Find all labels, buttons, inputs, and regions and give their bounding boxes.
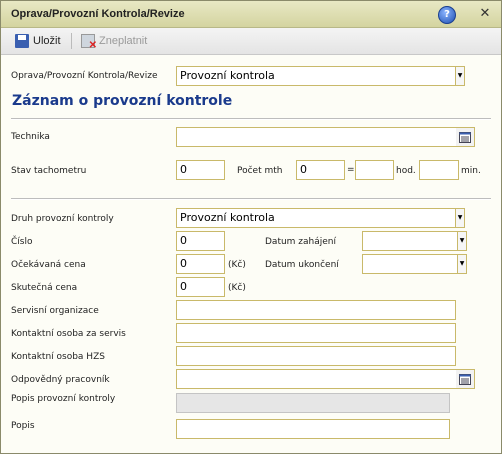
divider bbox=[11, 198, 491, 200]
chevron-down-icon[interactable]: ▼ bbox=[455, 209, 464, 227]
actual-price-field[interactable] bbox=[176, 277, 225, 297]
engine-hours-field[interactable] bbox=[296, 160, 345, 180]
odometer-label: Stav tachometru bbox=[11, 166, 87, 176]
void-button-label: Zneplatnit bbox=[99, 35, 148, 47]
toolbar bbox=[1, 28, 501, 55]
inspection-description-label: Popis provozní kontroly bbox=[11, 394, 116, 404]
inspection-type-select[interactable] bbox=[176, 208, 465, 228]
floppy-disk-icon bbox=[15, 34, 29, 48]
service-org-label: Servisní organizace bbox=[11, 306, 99, 316]
minutes-unit: min. bbox=[461, 166, 481, 176]
hours-field[interactable] bbox=[355, 160, 394, 180]
save-button[interactable] bbox=[15, 33, 61, 49]
start-date-picker[interactable] bbox=[362, 231, 467, 251]
inspection-type-value: Provozní kontrola bbox=[180, 211, 275, 224]
number-value: 0 bbox=[180, 234, 187, 247]
currency-unit: (Kč) bbox=[228, 283, 246, 293]
record-type-value: Provozní kontrola bbox=[180, 69, 275, 82]
equals-sign: = bbox=[347, 165, 355, 175]
engine-hours-value: 0 bbox=[300, 163, 307, 176]
note-field[interactable] bbox=[176, 419, 450, 439]
inspection-type-label: Druh provozní kontroly bbox=[11, 214, 114, 224]
record-type-select[interactable] bbox=[176, 66, 465, 86]
lookup-list-icon[interactable] bbox=[456, 128, 474, 146]
end-date-label: Datum ukončení bbox=[265, 260, 339, 270]
number-label: Číslo bbox=[11, 237, 33, 247]
page-title: Záznam o provozní kontrole bbox=[12, 93, 233, 109]
actual-price-label: Skutečná cena bbox=[11, 283, 78, 293]
hzs-contact-label: Kontaktní osoba HZS bbox=[11, 352, 105, 362]
void-button[interactable] bbox=[81, 33, 147, 49]
end-date-picker[interactable] bbox=[362, 254, 467, 274]
chevron-down-icon[interactable]: ▼ bbox=[457, 255, 466, 273]
engine-hours-label: Počet mth bbox=[237, 166, 283, 176]
divider bbox=[11, 118, 491, 120]
hzs-contact-field[interactable] bbox=[176, 346, 456, 366]
technika-field[interactable] bbox=[176, 127, 475, 147]
chevron-down-icon[interactable]: ▼ bbox=[455, 67, 464, 85]
service-contact-label: Kontaktní osoba za servis bbox=[11, 329, 126, 339]
expected-price-label: Očekávaná cena bbox=[11, 260, 86, 270]
toolbar-separator bbox=[71, 33, 72, 49]
title-bar[interactable] bbox=[1, 1, 501, 28]
minutes-field[interactable] bbox=[419, 160, 459, 180]
save-button-label: Uložit bbox=[33, 35, 61, 47]
odometer-value: 0 bbox=[180, 163, 187, 176]
actual-price-value: 0 bbox=[180, 280, 187, 293]
service-org-field[interactable] bbox=[176, 300, 456, 320]
note-label: Popis bbox=[11, 421, 35, 431]
currency-unit: (Kč) bbox=[228, 260, 246, 270]
close-icon[interactable]: ✕ bbox=[479, 6, 491, 21]
number-field[interactable] bbox=[176, 231, 225, 251]
expected-price-value: 0 bbox=[180, 257, 187, 270]
record-type-label: Oprava/Provozní Kontrola/Revize bbox=[11, 71, 158, 81]
hours-unit: hod. bbox=[396, 166, 416, 176]
start-date-label: Datum zahájení bbox=[265, 237, 337, 247]
odometer-field[interactable] bbox=[176, 160, 225, 180]
responsible-worker-field[interactable] bbox=[176, 369, 475, 389]
void-document-icon bbox=[81, 34, 95, 48]
inspection-description-field bbox=[176, 393, 450, 413]
chevron-down-icon[interactable]: ▼ bbox=[457, 232, 466, 250]
expected-price-field[interactable] bbox=[176, 254, 225, 274]
technika-label: Technika bbox=[11, 132, 50, 142]
lookup-list-icon[interactable] bbox=[456, 370, 474, 388]
help-icon[interactable]: ? bbox=[438, 6, 456, 24]
service-contact-field[interactable] bbox=[176, 323, 456, 343]
responsible-worker-label: Odpovědný pracovník bbox=[11, 375, 110, 385]
window-title: Oprava/Provozní Kontrola/Revize bbox=[11, 8, 185, 20]
